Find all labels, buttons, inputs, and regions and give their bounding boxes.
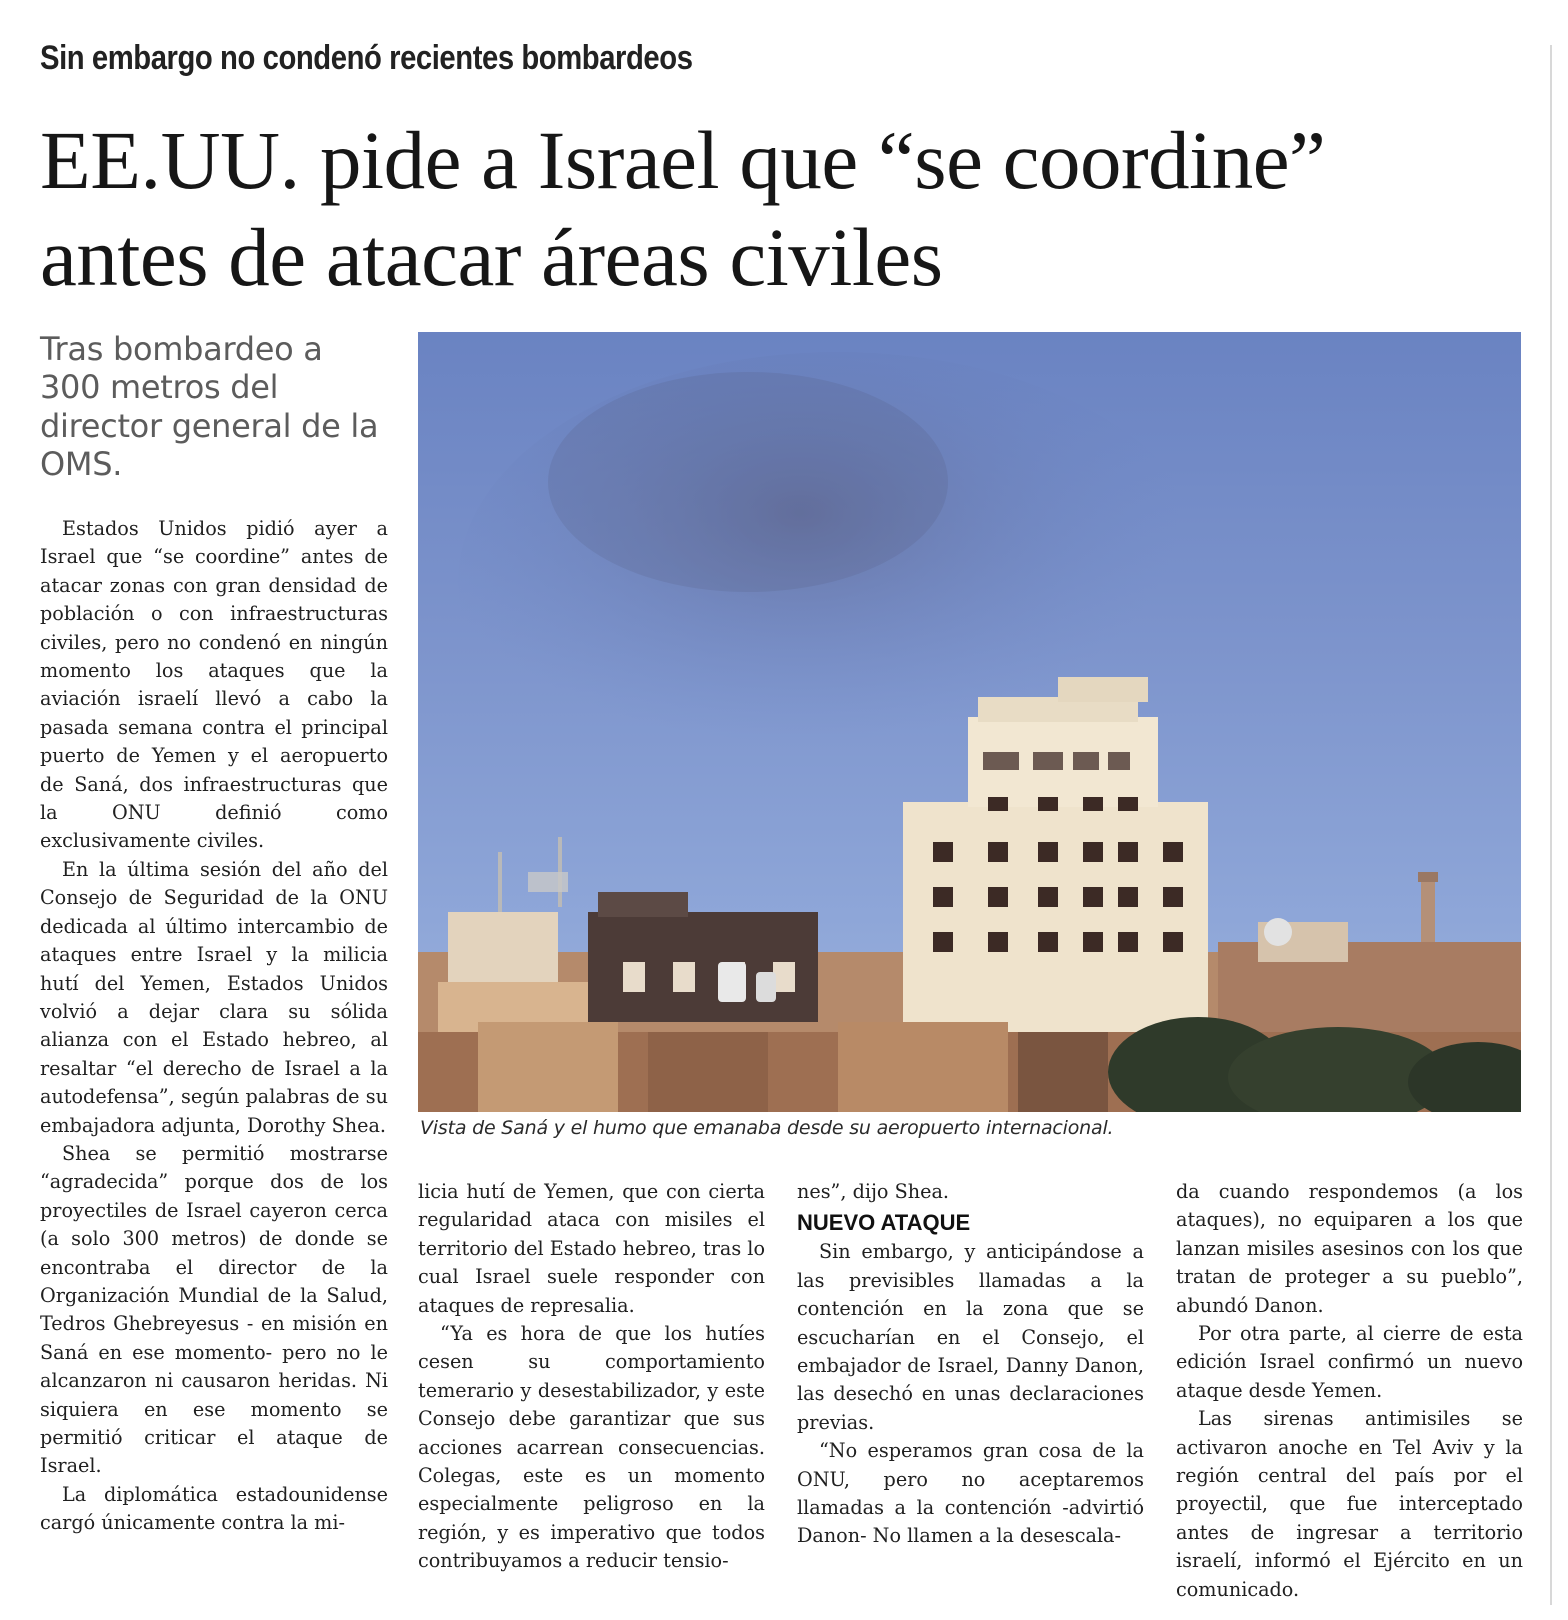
body-column-3 [797,1178,1144,1551]
paragraph: licia hutí de Yemen, que con cierta regularidad ataca con misiles el territorio del Estado hebreo, tras lo cual Israel suele responder con ataques de represalia. [418,1180,765,1317]
body-column-4 [1176,1178,1523,1604]
paragraph: Por otra parte, al cierre de esta edición Israel confirmó un nuevo ataque desde Yemen. [1176,1322,1523,1402]
paragraph: Shea se permitió mostrarse “agradecida” porque dos de los proyectiles de Israel cayeron cerca (a solo 300 metros) de donde se encontraba el director de la Organización Mundial de la Salud, Tedros Ghebreyesus - en misión en Saná en ese momento- pero no le alcanzaron ni causaron heridas. Ni siquiera en ese momento se permitió criticar el ataque de Israel. [40,1141,388,1478]
sana-skyline-illustration [418,332,1521,1112]
section-subhead: NUEVO ATAQUE [797,1210,971,1236]
paragraph: “No esperamos gran cosa de la ONU, pero no aceptaremos llamadas a la contención -advirtió Danon- No llamen a la desescala- [797,1439,1144,1548]
article-headline [40,112,1540,306]
paragraph: La diplomática estadounidense cargó únicamente contra la mi- [40,1482,388,1535]
paragraph: Las sirenas antimisiles se activaron anoche en Tel Aviv y la región central del país por el proyectil, que fue interceptado antes de ingresar a territorio israelí, informó el Ejército en un comunicado. [1176,1407,1523,1601]
paragraph: nes”, dijo Shea. [797,1180,949,1203]
paragraph: da cuando respondemos (a los ataques), no equiparen a los que lanzan misiles asesinos con los que tratan de proteger a su pueblo”, abundó Danon. [1176,1180,1523,1317]
body-column-1 [40,515,388,1538]
headline-line-2: antes de atacar áreas civiles [40,211,943,304]
article-kicker: Sin embargo no condenó recientes bombardeos [40,39,693,77]
paragraph: Sin embargo, y anticipándose a las previsibles llamadas a la contención en la zona que se escucharían en el Consejo, el embajador de Israel, Danny Danon, las desechó en unas declaraciones previas. [797,1240,1144,1434]
headline-line-1: EE.UU. pide a Israel que “se coordine” [40,114,1326,206]
article-deck: Tras bombardeo a 300 metros del director general de la OMS. [40,330,379,484]
page-edge-rule [1550,45,1552,1605]
paragraph: Estados Unidos pidió ayer a Israel que “se coordine” antes de atacar zonas con gran densidad de población o con infraestructuras civiles, pero no condenó en ningún momento los ataques que la aviación israelí llevó a cabo la pasada semana contra el principal puerto de Yemen y el aeropuerto de Saná, dos infraestructuras que la ONU definió como exclusivamente civiles. [40,517,388,853]
paragraph: En la última sesión del año del Consejo de Seguridad de la ONU dedicada al último intercambio de ataques entre Israel y la milicia hutí del Yemen, Estados Unidos volvió a dejar clara su sólida alianza con el Estado hebreo, al resaltar “el derecho de Israel a la autodefensa”, según palabras de su embajadora adjunta, Dorothy Shea. [40,857,388,1137]
paragraph: “Ya es hora de que los hutíes cesen su comportamiento temerario y desestabilizador, y este Consejo debe garantizar que sus acciones acarrean consecuencias. Colegas, este es un momento especialmente peligroso en la región, y es imperativo que todos contribuyamos a reducir tensio- [418,1322,765,1573]
body-column-2 [418,1178,765,1576]
article-photo [418,332,1521,1112]
photo-caption: Vista de Saná y el humo que emanaba desde su aeropuerto internacional. [420,1117,1114,1139]
